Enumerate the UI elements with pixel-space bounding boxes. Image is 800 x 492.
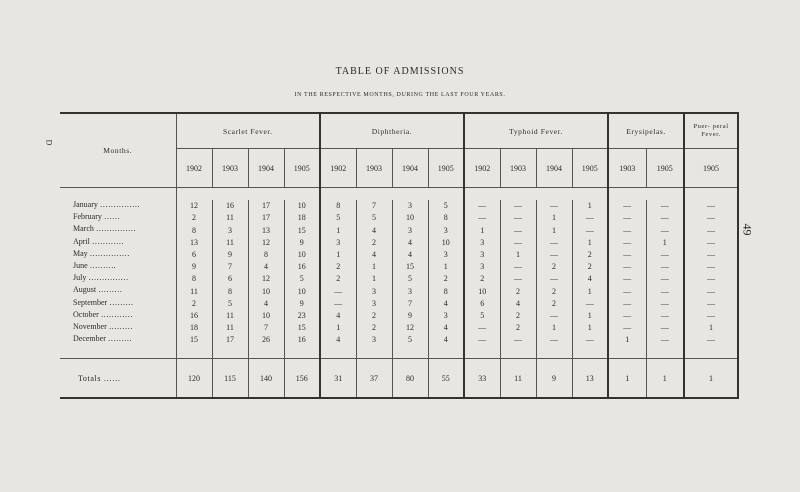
total-cell: 31 — [320, 359, 356, 399]
table-cell: — — [572, 298, 608, 310]
table-cell: — — [500, 212, 536, 224]
table-cell: 2 — [500, 285, 536, 297]
month-label: September ……… — [73, 297, 134, 307]
table-cell: 2 — [464, 273, 500, 285]
table-cell: 5 — [320, 212, 356, 224]
year-header: 1902 — [176, 149, 212, 188]
table-cell: 8 — [212, 285, 248, 297]
group-diphtheria: Diphtheria. — [320, 113, 464, 149]
total-cell: 140 — [248, 359, 284, 399]
month-label: August ……… — [73, 285, 123, 295]
table-cell: — — [684, 237, 738, 249]
table-cell: 17 — [212, 334, 248, 346]
table-cell: — — [500, 334, 536, 346]
table-cell: — — [608, 322, 646, 334]
margin-mark: D — [44, 139, 54, 146]
table-cell: 1 — [356, 261, 392, 273]
table-cell: — — [536, 334, 572, 346]
table-cell: 2 — [500, 322, 536, 334]
table-cell: 12 — [248, 273, 284, 285]
table-cell: — — [500, 261, 536, 273]
table-cell: — — [572, 334, 608, 346]
table-cell: 3 — [212, 224, 248, 236]
table-cell: — — [536, 200, 572, 212]
table-row — [60, 249, 738, 261]
table-cell: — — [536, 310, 572, 322]
table-cell: 18 — [284, 212, 320, 224]
month-label: October ………… — [73, 309, 133, 319]
table-cell: — — [684, 261, 738, 273]
table-cell: 10 — [248, 310, 284, 322]
table-cell: — — [646, 200, 684, 212]
table-cell: 3 — [464, 261, 500, 273]
month-label: June ………. — [73, 260, 116, 270]
year-header: 1905 — [428, 149, 464, 188]
table-cell: 2 — [536, 298, 572, 310]
table-cell: 10 — [284, 285, 320, 297]
table-cell: 2 — [536, 285, 572, 297]
table-cell: 3 — [428, 224, 464, 236]
table-cell: 5 — [356, 212, 392, 224]
month-label: March …………… — [73, 224, 136, 234]
group-scarlet-fever: Scarlet Fever. — [176, 113, 320, 149]
total-cell: 120 — [176, 359, 212, 399]
table-cell: 4 — [500, 298, 536, 310]
table-cell: — — [608, 285, 646, 297]
table-cell: 16 — [176, 310, 212, 322]
table-cell: 3 — [464, 237, 500, 249]
table-cell: 6 — [212, 273, 248, 285]
table-cell: — — [608, 261, 646, 273]
total-cell: 115 — [212, 359, 248, 399]
total-cell: 1 — [684, 359, 738, 399]
total-cell: 37 — [356, 359, 392, 399]
table-cell: 4 — [428, 298, 464, 310]
total-cell: 13 — [572, 359, 608, 399]
table-cell: 2 — [356, 322, 392, 334]
table-cell: 3 — [320, 237, 356, 249]
table-cell: 11 — [176, 285, 212, 297]
table-cell: — — [320, 298, 356, 310]
year-header: 1902 — [320, 149, 356, 188]
admissions-table — [60, 112, 739, 399]
table-cell: 12 — [176, 200, 212, 212]
table-row — [60, 334, 738, 346]
table-row — [60, 237, 738, 249]
table-cell: 11 — [212, 310, 248, 322]
table-cell: — — [608, 298, 646, 310]
table-cell: 11 — [212, 322, 248, 334]
table-cell: 1 — [464, 224, 500, 236]
year-header: 1902 — [464, 149, 500, 188]
table-cell: 1 — [572, 285, 608, 297]
table-row — [60, 261, 738, 273]
table-cell: 26 — [248, 334, 284, 346]
table-subtitle: IN THE RESPECTIVE MONTHS, DURING THE LAST FOUR YEARS. — [294, 92, 506, 98]
table-cell: — — [646, 249, 684, 261]
table-cell: 1 — [356, 273, 392, 285]
table-cell: — — [684, 212, 738, 224]
month-label: January …………… — [73, 200, 140, 209]
page-number: 49 — [740, 223, 755, 236]
table-cell: 2 — [356, 310, 392, 322]
table-row — [60, 285, 738, 297]
table-cell: 7 — [212, 261, 248, 273]
table-cell: 1 — [572, 200, 608, 212]
table-cell: — — [646, 310, 684, 322]
table-cell: 4 — [320, 334, 356, 346]
table-row — [60, 273, 738, 285]
table-cell: 2 — [572, 261, 608, 273]
table-cell: 9 — [212, 249, 248, 261]
table-cell: — — [608, 273, 646, 285]
table-cell: 15 — [392, 261, 428, 273]
table-cell: 10 — [392, 212, 428, 224]
table-row — [60, 200, 738, 212]
year-header: 1905 — [284, 149, 320, 188]
table-cell: 3 — [464, 249, 500, 261]
table-row — [60, 224, 738, 236]
table-cell: 12 — [392, 322, 428, 334]
table-cell: 1 — [428, 261, 464, 273]
table-cell: — — [536, 237, 572, 249]
table-cell: 2 — [176, 212, 212, 224]
table-cell: 10 — [284, 200, 320, 212]
total-cell: 11 — [500, 359, 536, 399]
table-cell: — — [684, 224, 738, 236]
table-cell: — — [646, 334, 684, 346]
year-header: 1905 — [684, 149, 738, 188]
table-cell: — — [608, 237, 646, 249]
table-cell: 1 — [320, 224, 356, 236]
table-cell: 1 — [536, 212, 572, 224]
month-label: May …………… — [73, 248, 130, 258]
table-cell: 6 — [464, 298, 500, 310]
table-cell: 8 — [176, 224, 212, 236]
table-cell: 1 — [608, 334, 646, 346]
table-cell: 8 — [320, 200, 356, 212]
table-cell: 10 — [464, 285, 500, 297]
table-cell: — — [608, 224, 646, 236]
month-label: December ……… — [73, 334, 132, 344]
table-cell: 4 — [392, 237, 428, 249]
table-cell: — — [500, 237, 536, 249]
table-cell: — — [500, 273, 536, 285]
table-cell: 13 — [248, 224, 284, 236]
table-cell: 10 — [428, 237, 464, 249]
table-cell: — — [464, 212, 500, 224]
table-row — [60, 212, 738, 224]
table-cell: — — [646, 261, 684, 273]
table-cell: — — [684, 298, 738, 310]
table-cell: 4 — [572, 273, 608, 285]
table-cell: 5 — [284, 273, 320, 285]
table-cell: 7 — [392, 298, 428, 310]
table-cell: 5 — [212, 298, 248, 310]
table-cell: — — [464, 322, 500, 334]
month-label: November ……… — [73, 321, 133, 331]
table-cell: 3 — [356, 298, 392, 310]
table-cell: — — [646, 224, 684, 236]
month-label: July …………… — [73, 273, 129, 283]
table-cell: 1 — [684, 322, 738, 334]
table-cell: — — [684, 285, 738, 297]
table-cell: — — [646, 212, 684, 224]
table-cell: 1 — [572, 237, 608, 249]
table-cell: — — [572, 212, 608, 224]
table-cell: 3 — [428, 310, 464, 322]
table-cell: — — [646, 285, 684, 297]
table-cell: 1 — [572, 310, 608, 322]
table-cell: 16 — [284, 261, 320, 273]
table-cell: — — [572, 224, 608, 236]
table-cell: 16 — [284, 334, 320, 346]
table-cell: — — [500, 200, 536, 212]
group-erysipelas: Erysipelas. — [608, 113, 684, 149]
table-cell: 2 — [428, 273, 464, 285]
table-cell: 1 — [646, 237, 684, 249]
table-cell: — — [684, 334, 738, 346]
table-cell: 2 — [572, 249, 608, 261]
table-cell: 17 — [248, 200, 284, 212]
table-cell: 4 — [356, 224, 392, 236]
table-cell: 2 — [536, 261, 572, 273]
table-cell: 8 — [428, 212, 464, 224]
table-cell: 2 — [176, 298, 212, 310]
table-cell: 9 — [176, 261, 212, 273]
table-cell: 3 — [356, 285, 392, 297]
totals-label: Totals …… — [60, 359, 176, 399]
year-header: 1903 — [212, 149, 248, 188]
table-cell: 2 — [320, 273, 356, 285]
month-label: April ………… — [73, 236, 124, 246]
table-cell: — — [608, 310, 646, 322]
table-cell: — — [500, 224, 536, 236]
month-label: February …… — [73, 212, 120, 222]
total-cell: 80 — [392, 359, 428, 399]
table-cell: 11 — [212, 212, 248, 224]
totals-row — [60, 359, 738, 399]
table-cell: 16 — [212, 200, 248, 212]
table-cell: 5 — [392, 273, 428, 285]
table-cell: — — [320, 285, 356, 297]
total-cell: 55 — [428, 359, 464, 399]
table-cell: 17 — [248, 212, 284, 224]
table-row — [60, 298, 738, 310]
table-cell: 4 — [356, 249, 392, 261]
table-cell: 8 — [176, 273, 212, 285]
table-cell: 4 — [428, 322, 464, 334]
table-cell: 12 — [248, 237, 284, 249]
table-cell: — — [684, 249, 738, 261]
table-cell: 9 — [392, 310, 428, 322]
table-cell: 7 — [248, 322, 284, 334]
year-header: 1905 — [572, 149, 608, 188]
table-cell: 9 — [284, 237, 320, 249]
table-cell: — — [684, 273, 738, 285]
table-cell: 2 — [500, 310, 536, 322]
table-cell: — — [608, 200, 646, 212]
table-cell: 1 — [536, 322, 572, 334]
table-cell: 1 — [320, 249, 356, 261]
year-header: 1903 — [356, 149, 392, 188]
table-row — [60, 322, 738, 334]
table-cell: 3 — [392, 224, 428, 236]
table-cell: 3 — [428, 249, 464, 261]
table-cell: 4 — [248, 298, 284, 310]
year-header: 1904 — [536, 149, 572, 188]
table-cell: 23 — [284, 310, 320, 322]
table-cell: — — [608, 249, 646, 261]
table-cell: — — [464, 200, 500, 212]
year-header: 1904 — [392, 149, 428, 188]
total-cell: 156 — [284, 359, 320, 399]
table-cell: 2 — [320, 261, 356, 273]
table-cell: 10 — [248, 285, 284, 297]
table-cell: 18 — [176, 322, 212, 334]
table-cell: 1 — [320, 322, 356, 334]
table-cell: 10 — [284, 249, 320, 261]
table-cell: 5 — [464, 310, 500, 322]
table-cell: — — [608, 212, 646, 224]
table-cell: 1 — [500, 249, 536, 261]
total-cell: 1 — [646, 359, 684, 399]
year-header: 1903 — [608, 149, 646, 188]
group-puerperal-fever: Puer- peral Fever. — [684, 113, 738, 149]
total-cell: 1 — [608, 359, 646, 399]
table-cell: 7 — [356, 200, 392, 212]
table-cell: — — [646, 273, 684, 285]
table-cell: — — [464, 334, 500, 346]
table-cell: 15 — [284, 224, 320, 236]
table-cell: 3 — [392, 200, 428, 212]
table-cell: 2 — [356, 237, 392, 249]
group-typhoid-fever: Typhoid Fever. — [464, 113, 608, 149]
table-cell: 8 — [428, 285, 464, 297]
table-cell: 9 — [284, 298, 320, 310]
table-cell: — — [684, 310, 738, 322]
table-cell: 4 — [320, 310, 356, 322]
table-cell: 5 — [428, 200, 464, 212]
table-cell: 6 — [176, 249, 212, 261]
year-header: 1904 — [248, 149, 284, 188]
months-header: Months. — [60, 113, 176, 188]
table-cell: 4 — [428, 334, 464, 346]
table-cell: 1 — [536, 224, 572, 236]
year-header: 1905 — [646, 149, 684, 188]
table-cell: — — [646, 322, 684, 334]
table-cell: — — [536, 273, 572, 285]
total-cell: 33 — [464, 359, 500, 399]
table-cell: 1 — [572, 322, 608, 334]
year-header: 1903 — [500, 149, 536, 188]
table-cell: 15 — [284, 322, 320, 334]
table-cell: 3 — [392, 285, 428, 297]
table-cell: 8 — [248, 249, 284, 261]
table-row — [60, 310, 738, 322]
table-cell: 15 — [176, 334, 212, 346]
table-cell: — — [684, 200, 738, 212]
table-cell: — — [536, 249, 572, 261]
table-cell: 5 — [392, 334, 428, 346]
table-cell: 4 — [392, 249, 428, 261]
table-cell: 13 — [176, 237, 212, 249]
total-cell: 9 — [536, 359, 572, 399]
table-title: TABLE OF ADMISSIONS — [335, 66, 465, 77]
table-cell: 11 — [212, 237, 248, 249]
table-cell: 4 — [248, 261, 284, 273]
table-cell: 3 — [356, 334, 392, 346]
table-cell: — — [646, 298, 684, 310]
